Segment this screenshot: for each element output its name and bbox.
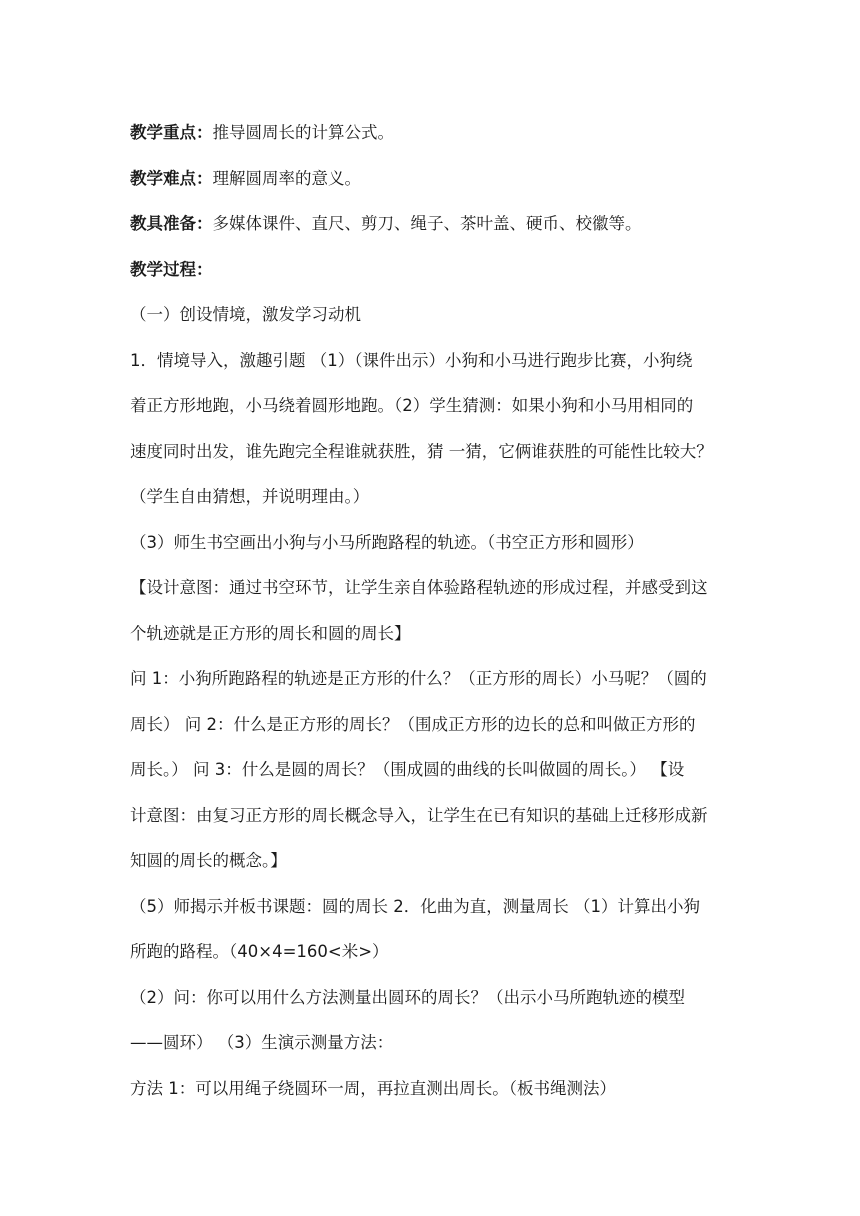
paragraph-line: （学生自由猜想，并说明理由。） <box>130 487 370 506</box>
label-teaching-process: 教学过程： <box>130 259 213 279</box>
paragraph-line: 着正方形地跑，小马绕着圆形地跑。（2）学生猜测：如果小狗和小马用相同的 <box>130 396 694 415</box>
paragraph-line: 1．情境导入，激趣引题 （1）（课件出示）小狗和小马进行跑步比赛，小狗绕 <box>130 350 693 370</box>
paragraph-line: （3）师生书空画出小狗与小马所跑路程的轨迹。（书空正方形和圆形） <box>130 532 644 552</box>
text-line-teaching-focus <box>130 110 734 156</box>
paragraph-line: ——圆环） （3）生演示测量方法： <box>130 1033 394 1052</box>
paragraph-line: 问 1：小狗所跑路程的轨迹是正方形的什么？（正方形的周长）小马呢？（圆的 <box>130 669 707 688</box>
paragraph-line: （2）问：你可以用什么方法测量出圆环的周长？（出示小马所跑轨迹的模型 <box>130 987 685 1007</box>
document-body <box>130 110 734 1111</box>
content-teaching-focus: 推导圆周长的计算公式。 <box>212 123 394 142</box>
paragraph-line: （5）师揭示并板书课题：圆的周长 2．化曲为直，测量周长 （1）计算出小狗 <box>130 896 700 916</box>
paragraph-line: 速度同时出发，谁先跑完全程谁就获胜，猜 一猜，它俩谁获胜的可能性比较大？ <box>130 441 713 461</box>
paragraph-line: 方法 1：可以用绳子绕圆环一周，再拉直测出周长。（板书绳测法） <box>130 1078 616 1098</box>
paragraph-line: 周长。） 问 3：什么是圆的周长？（围成圆的曲线的长叫做圆的周长。） 【设 <box>130 760 685 779</box>
label-teaching-focus: 教学重点： <box>130 123 213 142</box>
paragraph-line: 【设计意图：通过书空环节，让学生亲自体验路程轨迹的形成过程，并感受到这 <box>130 578 708 597</box>
label-teaching-aids: 教具准备： <box>130 214 213 233</box>
paragraph-line: 个轨迹就是正方形的周长和圆的周长】 <box>130 623 411 643</box>
paragraph-line: 知圆的周长的概念。】 <box>130 851 287 870</box>
paragraph-line: 所跑的路程。（40×4=160<米>） <box>130 942 389 961</box>
text-line-teaching-difficulty <box>130 156 734 202</box>
content-teaching-aids: 多媒体课件、直尺、剪刀、绳子、茶叶盖、硬币、校徽等。 <box>212 214 642 233</box>
content-teaching-difficulty: 理解圆周率的意义。 <box>212 168 361 188</box>
paragraph-line: 计意图：由复习正方形的周长概念导入，让学生在已有知识的基础上迁移形成新 <box>130 805 708 825</box>
section-heading: （一）创设情境，激发学习动机 <box>130 305 361 324</box>
text-line-teaching-process <box>130 247 734 293</box>
text-line-teaching-aids <box>130 201 734 247</box>
label-teaching-difficulty: 教学难点： <box>130 168 213 188</box>
paragraph-line: 周长） 问 2：什么是正方形的周长？（围成正方形的边长的总和叫做正方形的 <box>130 714 696 734</box>
